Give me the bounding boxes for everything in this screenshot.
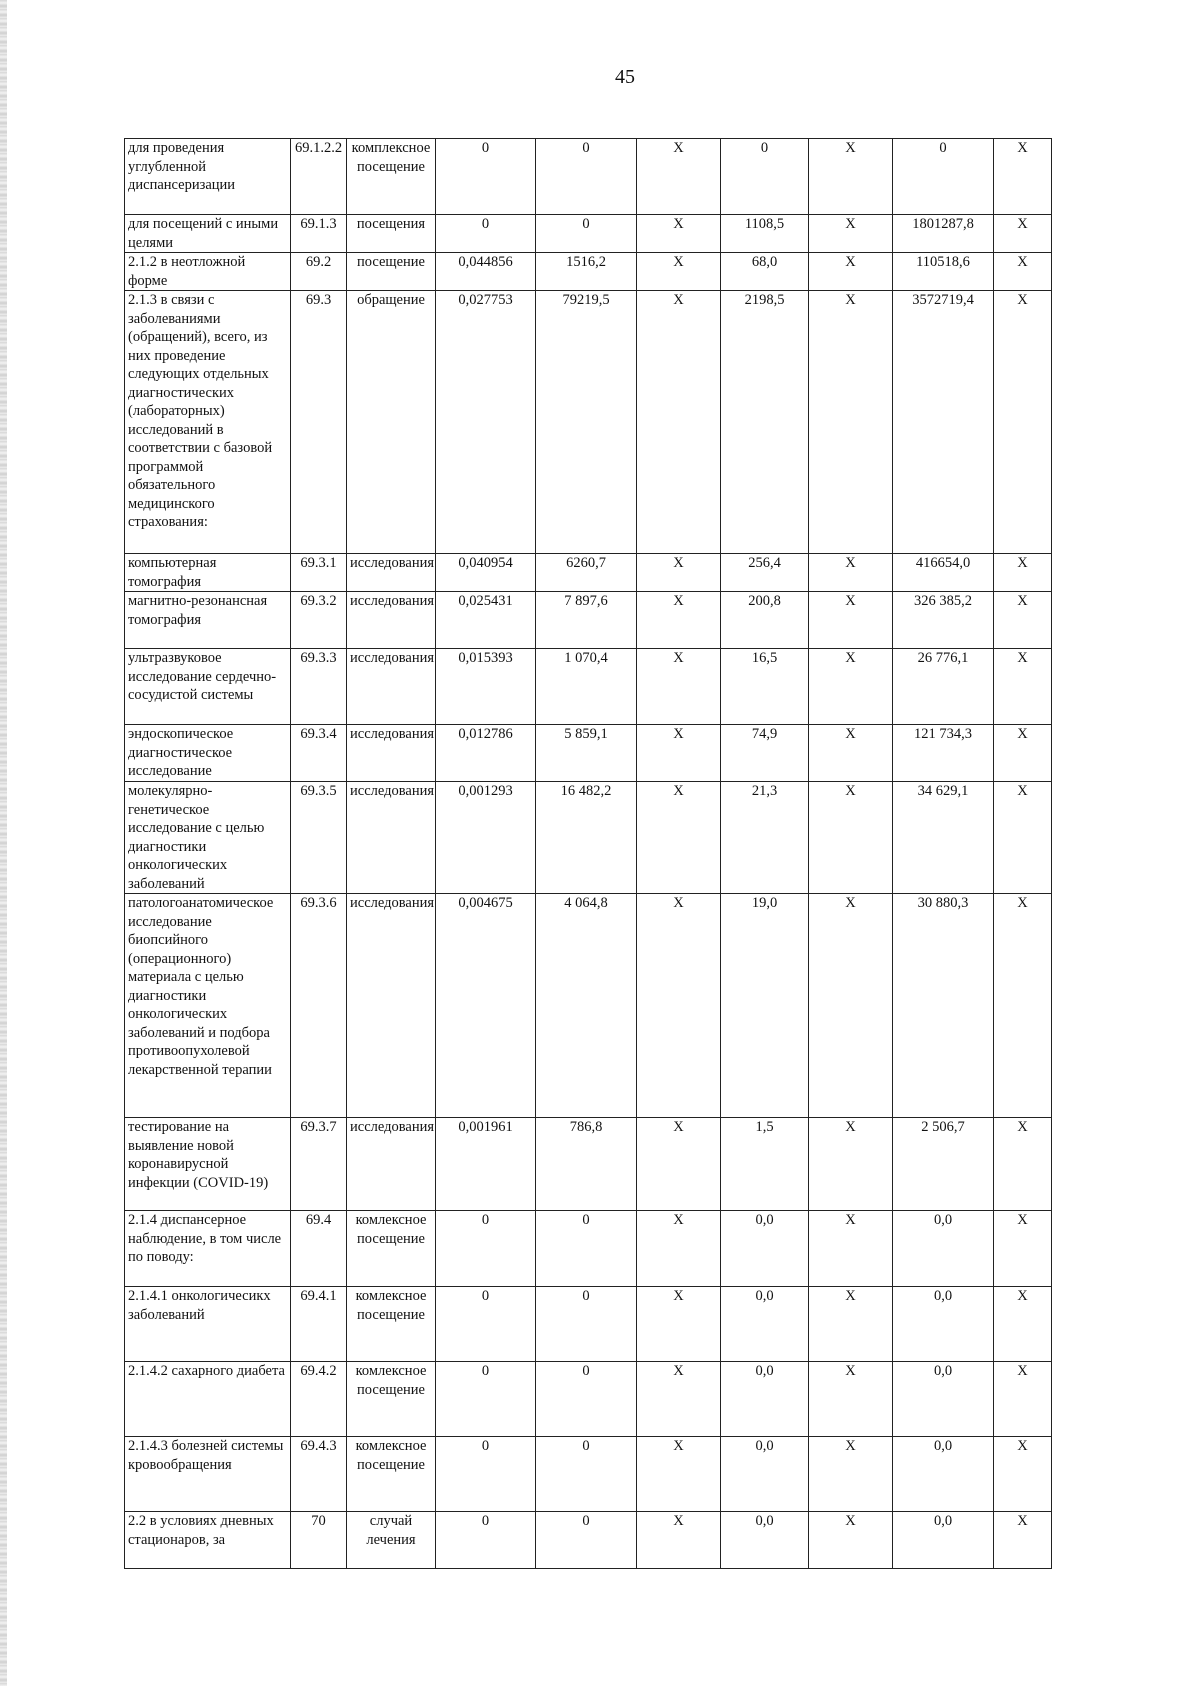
- row-value-6: 0,0: [893, 1437, 994, 1512]
- scan-edge: [0, 0, 7, 1686]
- row-code: 69.4.3: [291, 1437, 347, 1512]
- row-name: ультразвуковое исследование сердечно-сосудистой системы: [125, 649, 291, 725]
- row-value-3: X: [637, 1211, 721, 1287]
- row-value-2: 0: [536, 1362, 637, 1437]
- row-name: патологоанатомическое исследование биопсийного (операционного) материала с целью диагностики онкологических заболеваний и подбора противоопухолевой лекарственной терапии: [125, 894, 291, 1118]
- table-row: [125, 1362, 1052, 1437]
- row-value-3: X: [637, 782, 721, 894]
- row-value-4: 200,8: [721, 592, 809, 649]
- row-value-2: 0: [536, 1437, 637, 1512]
- row-value-5: X: [809, 139, 893, 215]
- row-value-7: X: [994, 1287, 1052, 1362]
- row-code: 69.1.3: [291, 215, 347, 253]
- row-value-2: 5 859,1: [536, 725, 637, 782]
- row-value-7: X: [994, 1362, 1052, 1437]
- row-value-2: 79219,5: [536, 291, 637, 554]
- row-unit: исследования: [347, 649, 436, 725]
- row-value-4: 0,0: [721, 1512, 809, 1569]
- row-value-3: X: [637, 894, 721, 1118]
- row-value-7: X: [994, 554, 1052, 592]
- row-value-4: 21,3: [721, 782, 809, 894]
- row-unit: комлексное посещение: [347, 1287, 436, 1362]
- row-name: 2.1.4.3 болезней системы кровообращения: [125, 1437, 291, 1512]
- row-name: 2.1.2 в неотложной форме: [125, 253, 291, 291]
- row-code: 69.3.4: [291, 725, 347, 782]
- row-unit: исследования: [347, 592, 436, 649]
- row-value-3: X: [637, 291, 721, 554]
- row-value-7: X: [994, 592, 1052, 649]
- row-code: 69.4.2: [291, 1362, 347, 1437]
- row-value-7: X: [994, 1437, 1052, 1512]
- row-unit: обращение: [347, 291, 436, 554]
- row-unit: комлексное посещение: [347, 1362, 436, 1437]
- row-value-4: 1,5: [721, 1118, 809, 1211]
- row-value-1: 0,027753: [436, 291, 536, 554]
- row-value-1: 0,012786: [436, 725, 536, 782]
- table-row: [125, 1512, 1052, 1569]
- table-body: [125, 139, 1052, 1569]
- table-row: [125, 215, 1052, 253]
- row-value-1: 0,001293: [436, 782, 536, 894]
- row-unit: исследования: [347, 1118, 436, 1211]
- row-value-6: 0,0: [893, 1362, 994, 1437]
- table-row: [125, 253, 1052, 291]
- row-unit: посещения: [347, 215, 436, 253]
- row-value-6: 0,0: [893, 1211, 994, 1287]
- row-value-4: 68,0: [721, 253, 809, 291]
- row-name: для проведения углубленной диспансеризации: [125, 139, 291, 215]
- data-table: [124, 138, 1052, 1569]
- row-value-5: X: [809, 291, 893, 554]
- row-value-5: X: [809, 554, 893, 592]
- table-row: [125, 1118, 1052, 1211]
- row-value-1: 0,004675: [436, 894, 536, 1118]
- row-unit: посещение: [347, 253, 436, 291]
- row-name: для посещений с иными целями: [125, 215, 291, 253]
- row-value-1: 0: [436, 1437, 536, 1512]
- row-value-1: 0: [436, 215, 536, 253]
- row-value-4: 74,9: [721, 725, 809, 782]
- row-value-3: X: [637, 649, 721, 725]
- row-value-3: X: [637, 1287, 721, 1362]
- row-value-5: X: [809, 649, 893, 725]
- row-value-5: X: [809, 894, 893, 1118]
- row-value-7: X: [994, 253, 1052, 291]
- row-value-3: X: [637, 592, 721, 649]
- row-value-6: 0,0: [893, 1512, 994, 1569]
- row-value-2: 0: [536, 1512, 637, 1569]
- row-unit: исследования: [347, 894, 436, 1118]
- row-name: эндоскопическое диагностическое исследование: [125, 725, 291, 782]
- row-unit: случай лечения: [347, 1512, 436, 1569]
- row-unit: комлексное посещение: [347, 1211, 436, 1287]
- row-value-6: 26 776,1: [893, 649, 994, 725]
- row-code: 69.3.2: [291, 592, 347, 649]
- row-value-7: X: [994, 725, 1052, 782]
- row-value-6: 30 880,3: [893, 894, 994, 1118]
- row-value-5: X: [809, 1287, 893, 1362]
- row-value-3: X: [637, 253, 721, 291]
- row-code: 69.3.1: [291, 554, 347, 592]
- row-value-2: 6260,7: [536, 554, 637, 592]
- row-value-2: 1516,2: [536, 253, 637, 291]
- row-value-4: 2198,5: [721, 291, 809, 554]
- row-value-1: 0,025431: [436, 592, 536, 649]
- row-name: 2.1.4.2 сахарного диабета: [125, 1362, 291, 1437]
- row-code: 69.1.2.2: [291, 139, 347, 215]
- row-value-3: X: [637, 1512, 721, 1569]
- row-value-6: 121 734,3: [893, 725, 994, 782]
- row-value-1: 0,040954: [436, 554, 536, 592]
- row-value-3: X: [637, 725, 721, 782]
- row-value-3: X: [637, 1118, 721, 1211]
- row-value-1: 0,044856: [436, 253, 536, 291]
- row-name: компьютерная томография: [125, 554, 291, 592]
- row-name: 2.1.4.1 онкологичесикх заболеваний: [125, 1287, 291, 1362]
- row-code: 69.3: [291, 291, 347, 554]
- row-name: магнитно-резонансная томография: [125, 592, 291, 649]
- table-row: [125, 1437, 1052, 1512]
- page-number: 45: [615, 66, 635, 88]
- row-value-5: X: [809, 1118, 893, 1211]
- row-value-4: 0: [721, 139, 809, 215]
- row-name: тестирование на выявление новой коронавирусной инфекции (COVID-19): [125, 1118, 291, 1211]
- row-value-2: 7 897,6: [536, 592, 637, 649]
- row-code: 69.3.6: [291, 894, 347, 1118]
- table-row: [125, 291, 1052, 554]
- row-value-7: X: [994, 1211, 1052, 1287]
- row-value-4: 16,5: [721, 649, 809, 725]
- row-value-5: X: [809, 592, 893, 649]
- row-value-6: 0: [893, 139, 994, 215]
- row-code: 70: [291, 1512, 347, 1569]
- row-value-2: 0: [536, 1211, 637, 1287]
- row-code: 69.3.3: [291, 649, 347, 725]
- row-value-7: X: [994, 782, 1052, 894]
- row-value-7: X: [994, 1118, 1052, 1211]
- row-value-4: 0,0: [721, 1211, 809, 1287]
- row-unit: комлексное посещение: [347, 1437, 436, 1512]
- row-value-1: 0,001961: [436, 1118, 536, 1211]
- row-value-5: X: [809, 782, 893, 894]
- row-value-7: X: [994, 139, 1052, 215]
- row-name: 2.1.3 в связи с заболеваниями (обращений), всего, из них проведение следующих отдельных диагностических (лабораторных) исследований в соответствии с базовой программой обязательного медицинского страхования:: [125, 291, 291, 554]
- table-row: [125, 139, 1052, 215]
- row-value-2: 786,8: [536, 1118, 637, 1211]
- row-value-4: 19,0: [721, 894, 809, 1118]
- table-row: [125, 649, 1052, 725]
- row-value-2: 1 070,4: [536, 649, 637, 725]
- row-value-7: X: [994, 291, 1052, 554]
- row-value-7: X: [994, 649, 1052, 725]
- row-value-4: 0,0: [721, 1362, 809, 1437]
- row-value-5: X: [809, 725, 893, 782]
- row-value-6: 110518,6: [893, 253, 994, 291]
- row-value-4: 1108,5: [721, 215, 809, 253]
- row-value-2: 16 482,2: [536, 782, 637, 894]
- row-code: 69.4: [291, 1211, 347, 1287]
- row-value-6: 1801287,8: [893, 215, 994, 253]
- row-value-2: 0: [536, 139, 637, 215]
- row-value-6: 326 385,2: [893, 592, 994, 649]
- row-value-4: 256,4: [721, 554, 809, 592]
- row-value-1: 0: [436, 1362, 536, 1437]
- table-row: [125, 782, 1052, 894]
- row-value-1: 0: [436, 1211, 536, 1287]
- row-value-3: X: [637, 1437, 721, 1512]
- row-value-5: X: [809, 215, 893, 253]
- row-value-6: 416654,0: [893, 554, 994, 592]
- row-value-7: X: [994, 215, 1052, 253]
- row-value-3: X: [637, 1362, 721, 1437]
- row-value-1: 0: [436, 1512, 536, 1569]
- table-row: [125, 725, 1052, 782]
- row-unit: исследования: [347, 725, 436, 782]
- row-value-5: X: [809, 253, 893, 291]
- row-code: 69.2: [291, 253, 347, 291]
- row-value-2: 4 064,8: [536, 894, 637, 1118]
- row-value-5: X: [809, 1512, 893, 1569]
- row-value-3: X: [637, 215, 721, 253]
- row-value-6: 0,0: [893, 1287, 994, 1362]
- row-value-5: X: [809, 1211, 893, 1287]
- row-unit: комплексное посещение: [347, 139, 436, 215]
- row-name: 2.2 в условиях дневных стационаров, за: [125, 1512, 291, 1569]
- row-value-7: X: [994, 894, 1052, 1118]
- row-unit: исследования: [347, 554, 436, 592]
- table-row: [125, 1211, 1052, 1287]
- row-value-7: X: [994, 1512, 1052, 1569]
- row-value-1: 0,015393: [436, 649, 536, 725]
- row-code: 69.3.7: [291, 1118, 347, 1211]
- row-value-1: 0: [436, 1287, 536, 1362]
- row-value-6: 34 629,1: [893, 782, 994, 894]
- row-value-4: 0,0: [721, 1287, 809, 1362]
- row-value-6: 2 506,7: [893, 1118, 994, 1211]
- row-value-4: 0,0: [721, 1437, 809, 1512]
- row-value-6: 3572719,4: [893, 291, 994, 554]
- row-name: 2.1.4 диспансерное наблюдение, в том числе по поводу:: [125, 1211, 291, 1287]
- row-value-5: X: [809, 1437, 893, 1512]
- row-value-5: X: [809, 1362, 893, 1437]
- row-unit: исследования: [347, 782, 436, 894]
- table-row: [125, 1287, 1052, 1362]
- row-code: 69.4.1: [291, 1287, 347, 1362]
- row-name: молекулярно-генетическое исследование с целью диагностики онкологических заболеваний: [125, 782, 291, 894]
- table-row: [125, 894, 1052, 1118]
- row-value-1: 0: [436, 139, 536, 215]
- table-row: [125, 554, 1052, 592]
- row-code: 69.3.5: [291, 782, 347, 894]
- table-row: [125, 592, 1052, 649]
- row-value-2: 0: [536, 1287, 637, 1362]
- row-value-3: X: [637, 554, 721, 592]
- row-value-3: X: [637, 139, 721, 215]
- row-value-2: 0: [536, 215, 637, 253]
